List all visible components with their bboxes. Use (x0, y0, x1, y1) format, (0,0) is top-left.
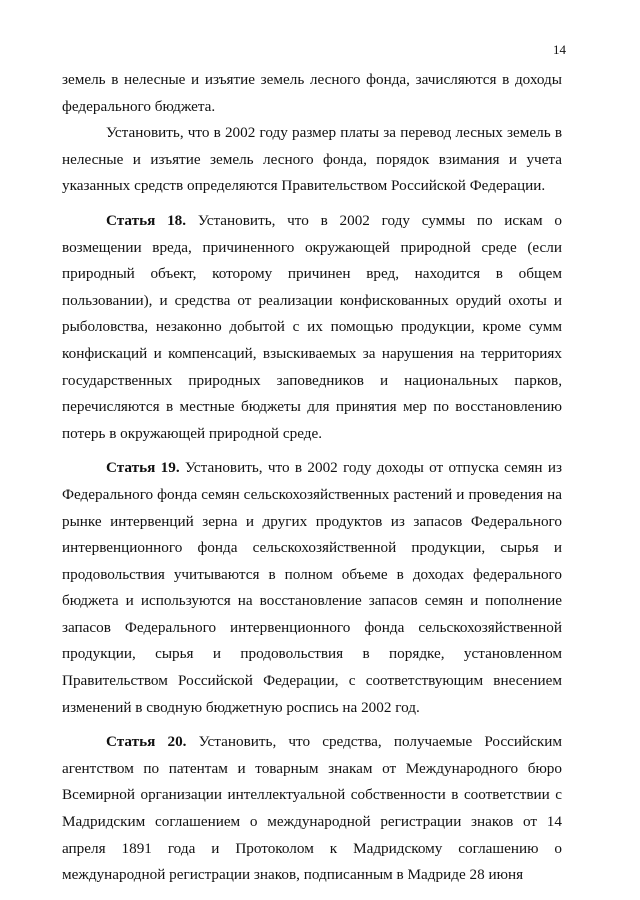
paragraph-text: Установить, что в 2002 году размер платы за перевод лесных земель в нелесные и изъятие земель лесного фонда, порядок взимания и учета указанных средств определяются Правительством Российской Федерации. (62, 124, 562, 195)
paragraph-continuation (62, 67, 562, 120)
article-18 (62, 208, 562, 447)
page-number: 14 (553, 42, 566, 57)
article-20-label: Статья 20. (106, 733, 187, 751)
article-18-label: Статья 18. (106, 211, 187, 229)
article-19 (62, 455, 562, 721)
article-20-text: Установить, что средства, получаемые Российским агентством по патентам и товарным знакам от Международного бюро Всемирной организации интеллектуальной собственности в соответствии с Мадридским соглашением о международной регистрации знаков от 14 апреля 1891 года и Протоколом к Мадридскому соглашению о международной регистрации знаков, подписанным в Мадриде 28 июня (62, 733, 563, 884)
article-18-text: Установить, что в 2002 году суммы по искам о возмещении вреда, причиненного окружающей природной среде (если природный объект, которому причинен вред, находится в общем пользовании), и средства от реализации конфискованных орудий охоты и рыболовства, незаконно добытой с их помощью продукции, кроме сумм конфискаций и компенсаций, взыскиваемых за нарушения на территориях государственных природных заповедников и национальных парков, перечисляются в местные бюджеты для принятия мер по восстановлению потерь в окружающей природной среде. (62, 211, 562, 442)
article-19-label: Статья 19. (106, 459, 180, 477)
paragraph-land-transfer-fee (62, 120, 562, 200)
article-19-text: Установить, что в 2002 году доходы от отпуска семян из Федерального фонда семян сельскохозяйственных растений и проведения на рынке интервенций зерна и других продуктов из запасов Федерального интервенционного фонда сельскохозяйственной продукции, сырья и продовольствия учитываются в полном объеме в доходах федерального бюджета и используются на восстановление запасов семян и пополнение запасов Федерального интервенционного фонда сельскохозяйственной продукции, сырья и продовольствия в порядке, установленном Правительством Российской Федерации, с соответствующим внесением изменений в сводную бюджетную роспись на 2002 год. (62, 459, 563, 716)
document-body (62, 67, 562, 889)
paragraph-text: земель в нелесные и изъятие земель лесного фонда, зачисляются в доходы федерального бюджета. (62, 71, 562, 115)
article-20 (62, 729, 562, 889)
